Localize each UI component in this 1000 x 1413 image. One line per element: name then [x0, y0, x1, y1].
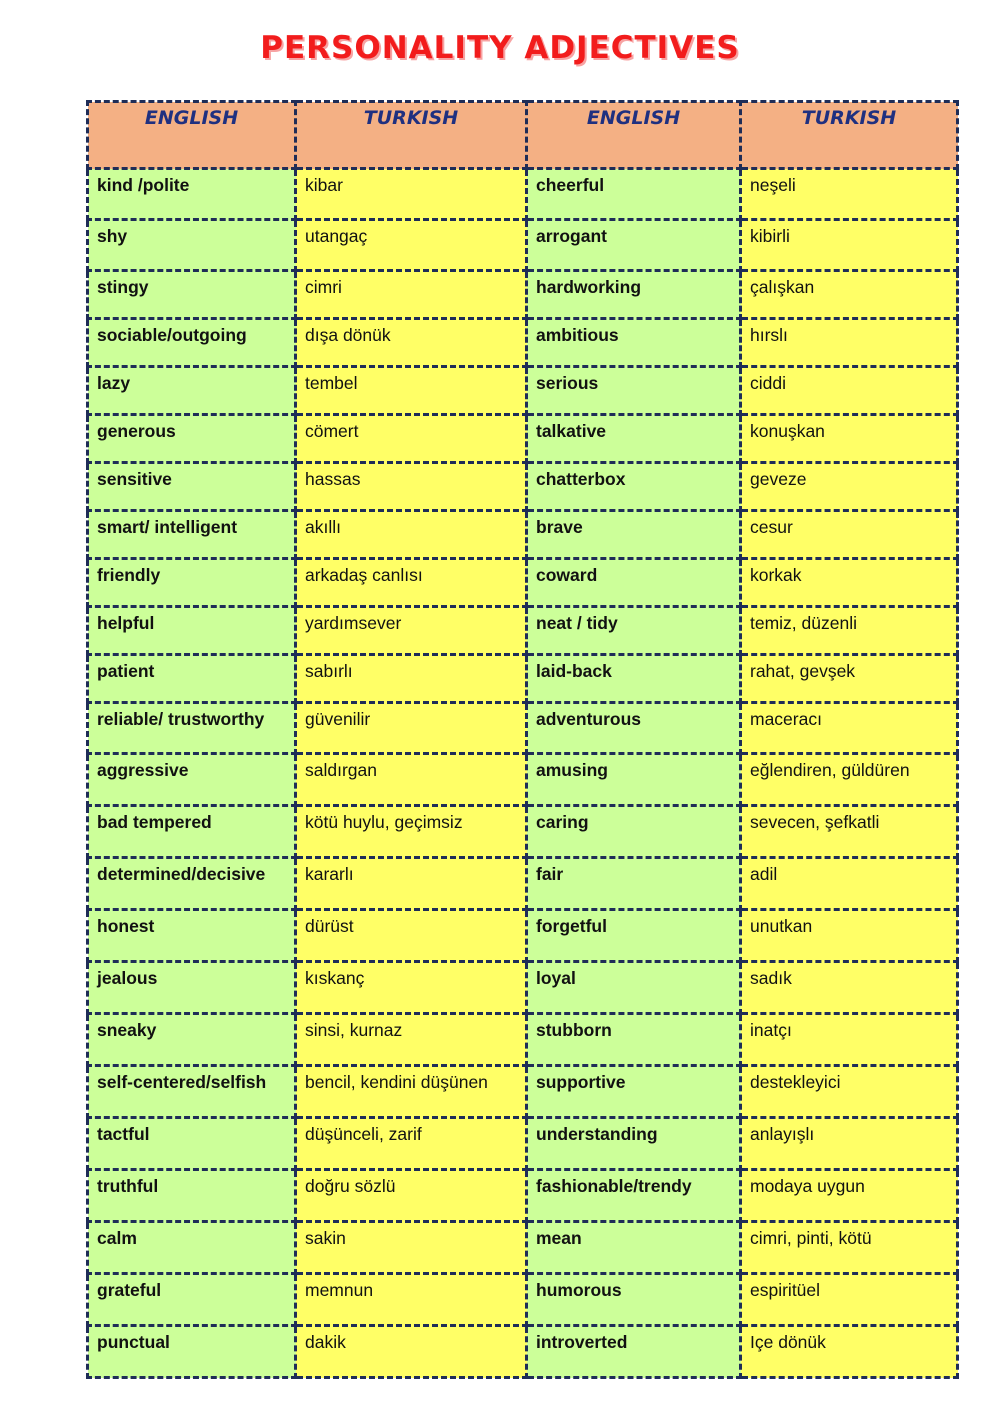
- turkish-cell: anlayışlı: [741, 1118, 958, 1170]
- turkish-cell: korkak: [741, 559, 958, 607]
- table-row: [88, 463, 958, 511]
- english-cell: neat / tidy: [527, 607, 741, 655]
- turkish-cell: destekleyici: [741, 1066, 958, 1118]
- table-row: [88, 1326, 958, 1378]
- turkish-cell: neşeli: [741, 169, 958, 220]
- english-cell: understanding: [527, 1118, 741, 1170]
- turkish-cell: sadık: [741, 962, 958, 1014]
- english-cell: tactful: [88, 1118, 296, 1170]
- turkish-cell: konuşkan: [741, 415, 958, 463]
- table-row: [88, 806, 958, 858]
- english-cell: smart/ intelligent: [88, 511, 296, 559]
- turkish-cell: adil: [741, 858, 958, 910]
- english-cell: ambitious: [527, 319, 741, 367]
- turkish-cell: Içe dönük: [741, 1326, 958, 1378]
- english-cell: generous: [88, 415, 296, 463]
- english-cell: supportive: [527, 1066, 741, 1118]
- table-body: [88, 169, 958, 1378]
- turkish-cell: sevecen, şefkatli: [741, 806, 958, 858]
- english-cell: arrogant: [527, 220, 741, 271]
- table-row: [88, 220, 958, 271]
- english-cell: honest: [88, 910, 296, 962]
- table-row: [88, 1066, 958, 1118]
- table-row: [88, 962, 958, 1014]
- header-turkish-2: TURKISH: [741, 102, 958, 169]
- english-cell: bad tempered: [88, 806, 296, 858]
- english-cell: lazy: [88, 367, 296, 415]
- table-header-row: [88, 102, 958, 169]
- table-row: [88, 703, 958, 754]
- turkish-cell: cömert: [296, 415, 527, 463]
- table-row: [88, 511, 958, 559]
- turkish-cell: cimri, pinti, kötü: [741, 1222, 958, 1274]
- english-cell: amusing: [527, 754, 741, 806]
- table-row: [88, 169, 958, 220]
- turkish-cell: saldırgan: [296, 754, 527, 806]
- table-row: [88, 754, 958, 806]
- turkish-cell: sakin: [296, 1222, 527, 1274]
- turkish-cell: cesur: [741, 511, 958, 559]
- english-cell: grateful: [88, 1274, 296, 1326]
- table-row: [88, 1170, 958, 1222]
- english-cell: punctual: [88, 1326, 296, 1378]
- turkish-cell: kötü huylu, geçimsiz: [296, 806, 527, 858]
- table-row: [88, 319, 958, 367]
- english-cell: stingy: [88, 271, 296, 319]
- turkish-cell: dışa dönük: [296, 319, 527, 367]
- turkish-cell: doğru sözlü: [296, 1170, 527, 1222]
- turkish-cell: kibirli: [741, 220, 958, 271]
- turkish-cell: sinsi, kurnaz: [296, 1014, 527, 1066]
- english-cell: laid-back: [527, 655, 741, 703]
- turkish-cell: utangaç: [296, 220, 527, 271]
- english-cell: fashionable/trendy: [527, 1170, 741, 1222]
- table-row: [88, 858, 958, 910]
- table-row: [88, 1222, 958, 1274]
- table-row: [88, 1118, 958, 1170]
- english-cell: determined/decisive: [88, 858, 296, 910]
- turkish-cell: dürüst: [296, 910, 527, 962]
- turkish-cell: cimri: [296, 271, 527, 319]
- english-cell: truthful: [88, 1170, 296, 1222]
- turkish-cell: memnun: [296, 1274, 527, 1326]
- english-cell: self-centered/selfish: [88, 1066, 296, 1118]
- header-english-2: ENGLISH: [527, 102, 741, 169]
- turkish-cell: espiritüel: [741, 1274, 958, 1326]
- turkish-cell: yardımsever: [296, 607, 527, 655]
- english-cell: jealous: [88, 962, 296, 1014]
- english-cell: friendly: [88, 559, 296, 607]
- english-cell: sneaky: [88, 1014, 296, 1066]
- table-row: [88, 655, 958, 703]
- turkish-cell: ciddi: [741, 367, 958, 415]
- turkish-cell: arkadaş canlısı: [296, 559, 527, 607]
- english-cell: chatterbox: [527, 463, 741, 511]
- english-cell: caring: [527, 806, 741, 858]
- english-cell: talkative: [527, 415, 741, 463]
- table-row: [88, 367, 958, 415]
- page-title: PERSONALITY ADJECTIVES: [260, 30, 740, 66]
- header-english-1: ENGLISH: [88, 102, 296, 169]
- english-cell: sociable/outgoing: [88, 319, 296, 367]
- english-cell: forgetful: [527, 910, 741, 962]
- table-row: [88, 1014, 958, 1066]
- turkish-cell: hassas: [296, 463, 527, 511]
- turkish-cell: inatçı: [741, 1014, 958, 1066]
- turkish-cell: bencil, kendini düşünen: [296, 1066, 527, 1118]
- english-cell: adventurous: [527, 703, 741, 754]
- turkish-cell: kibar: [296, 169, 527, 220]
- english-cell: stubborn: [527, 1014, 741, 1066]
- english-cell: shy: [88, 220, 296, 271]
- english-cell: cheerful: [527, 169, 741, 220]
- turkish-cell: unutkan: [741, 910, 958, 962]
- vocabulary-table: [86, 100, 959, 1379]
- turkish-cell: tembel: [296, 367, 527, 415]
- turkish-cell: kararlı: [296, 858, 527, 910]
- turkish-cell: sabırlı: [296, 655, 527, 703]
- english-cell: patient: [88, 655, 296, 703]
- turkish-cell: düşünceli, zarif: [296, 1118, 527, 1170]
- english-cell: kind /polite: [88, 169, 296, 220]
- turkish-cell: rahat, gevşek: [741, 655, 958, 703]
- turkish-cell: akıllı: [296, 511, 527, 559]
- english-cell: reliable/ trustworthy: [88, 703, 296, 754]
- turkish-cell: eğlendiren, güldüren: [741, 754, 958, 806]
- english-cell: helpful: [88, 607, 296, 655]
- table-row: [88, 271, 958, 319]
- turkish-cell: çalışkan: [741, 271, 958, 319]
- table-row: [88, 910, 958, 962]
- english-cell: serious: [527, 367, 741, 415]
- table-row: [88, 1274, 958, 1326]
- english-cell: loyal: [527, 962, 741, 1014]
- table-row: [88, 559, 958, 607]
- english-cell: fair: [527, 858, 741, 910]
- turkish-cell: temiz, düzenli: [741, 607, 958, 655]
- table-row: [88, 415, 958, 463]
- turkish-cell: güvenilir: [296, 703, 527, 754]
- english-cell: aggressive: [88, 754, 296, 806]
- turkish-cell: geveze: [741, 463, 958, 511]
- turkish-cell: dakik: [296, 1326, 527, 1378]
- english-cell: introverted: [527, 1326, 741, 1378]
- english-cell: humorous: [527, 1274, 741, 1326]
- turkish-cell: kıskanç: [296, 962, 527, 1014]
- english-cell: hardworking: [527, 271, 741, 319]
- english-cell: coward: [527, 559, 741, 607]
- english-cell: brave: [527, 511, 741, 559]
- english-cell: sensitive: [88, 463, 296, 511]
- english-cell: mean: [527, 1222, 741, 1274]
- turkish-cell: hırslı: [741, 319, 958, 367]
- turkish-cell: maceracı: [741, 703, 958, 754]
- table-row: [88, 607, 958, 655]
- turkish-cell: modaya uygun: [741, 1170, 958, 1222]
- header-turkish-1: TURKISH: [296, 102, 527, 169]
- english-cell: calm: [88, 1222, 296, 1274]
